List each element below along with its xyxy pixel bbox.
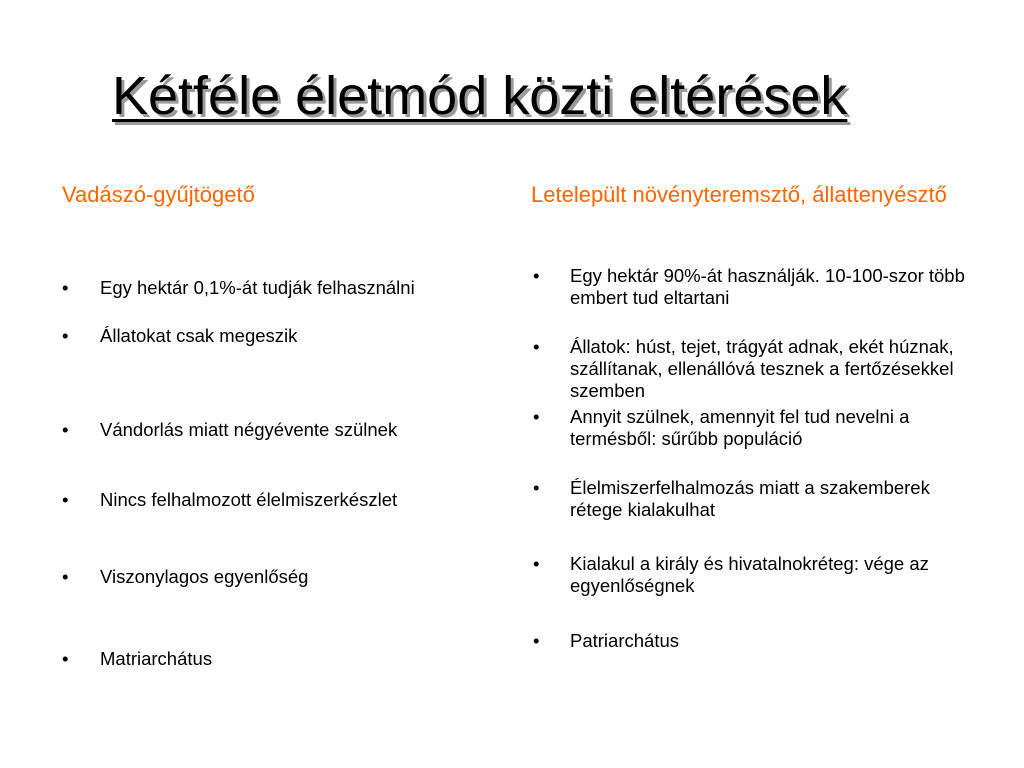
left-bullet-text: Egy hektár 0,1%-át tudják felhasználni: [100, 277, 415, 298]
slide-title: Kétféle életmód közti eltérések: [112, 66, 848, 126]
right-bullet-text: Annyit szülnek, amennyit fel tud nevelni a termésből: sűrűbb populáció: [570, 406, 910, 449]
bullet-dot-icon: •: [62, 277, 69, 298]
right-bullet-text: Állatok: húst, tejet, trágyát adnak, ekét húznak, szállítanak, ellenállóvá tesznek a fertőzésekkel szemben: [570, 336, 954, 401]
left-bullet-text: Nincs felhalmozott élelmiszerkészlet: [100, 489, 398, 510]
right-column-heading: Letelepült növényteremsztő, állattenyésztő: [531, 182, 947, 207]
left-bullet-item: [62, 325, 502, 347]
bullet-dot-icon: •: [533, 477, 540, 498]
left-bullet-text: Viszonylagos egyenlőség: [100, 566, 309, 587]
bullet-dot-icon: •: [533, 336, 540, 357]
right-bullet-item: [533, 336, 973, 402]
right-bullet-text: Egy hektár 90%-át használják. 10-100-szor több embert tud eltartani: [570, 265, 965, 308]
bullet-dot-icon: •: [62, 419, 69, 440]
left-bullet-item: [62, 489, 502, 511]
bullet-dot-icon: •: [533, 406, 540, 427]
right-bullet-item: [533, 477, 973, 521]
bullet-dot-icon: •: [533, 265, 540, 286]
left-column-heading: Vadászó-gyűjtögető: [62, 182, 255, 207]
left-bullet-text: Állatokat csak megeszik: [100, 325, 298, 346]
right-bullet-text: Élelmiszerfelhalmozás miatt a szakemberek rétege kialakulhat: [570, 477, 930, 520]
right-bullet-item: [533, 406, 973, 450]
bullet-dot-icon: •: [533, 553, 540, 574]
left-bullet-text: Vándorlás miatt négyévente szülnek: [100, 419, 398, 440]
right-bullet-item: [533, 630, 973, 652]
right-bullet-text: Kialakul a király és hivatalnokréteg: vége az egyenlőségnek: [570, 553, 929, 596]
bullet-dot-icon: •: [62, 566, 69, 587]
right-bullet-item: [533, 553, 973, 597]
bullet-dot-icon: •: [62, 489, 69, 510]
left-bullet-item: [62, 648, 502, 670]
bullet-dot-icon: •: [62, 648, 69, 669]
left-bullet-text: Matriarchátus: [100, 648, 213, 669]
left-bullet-item: [62, 419, 502, 441]
left-bullet-item: [62, 566, 502, 588]
right-bullet-text: Patriarchátus: [570, 630, 679, 651]
right-bullet-item: [533, 265, 973, 309]
bullet-dot-icon: •: [62, 325, 69, 346]
bullet-dot-icon: •: [533, 630, 540, 651]
left-bullet-item: [62, 277, 502, 299]
